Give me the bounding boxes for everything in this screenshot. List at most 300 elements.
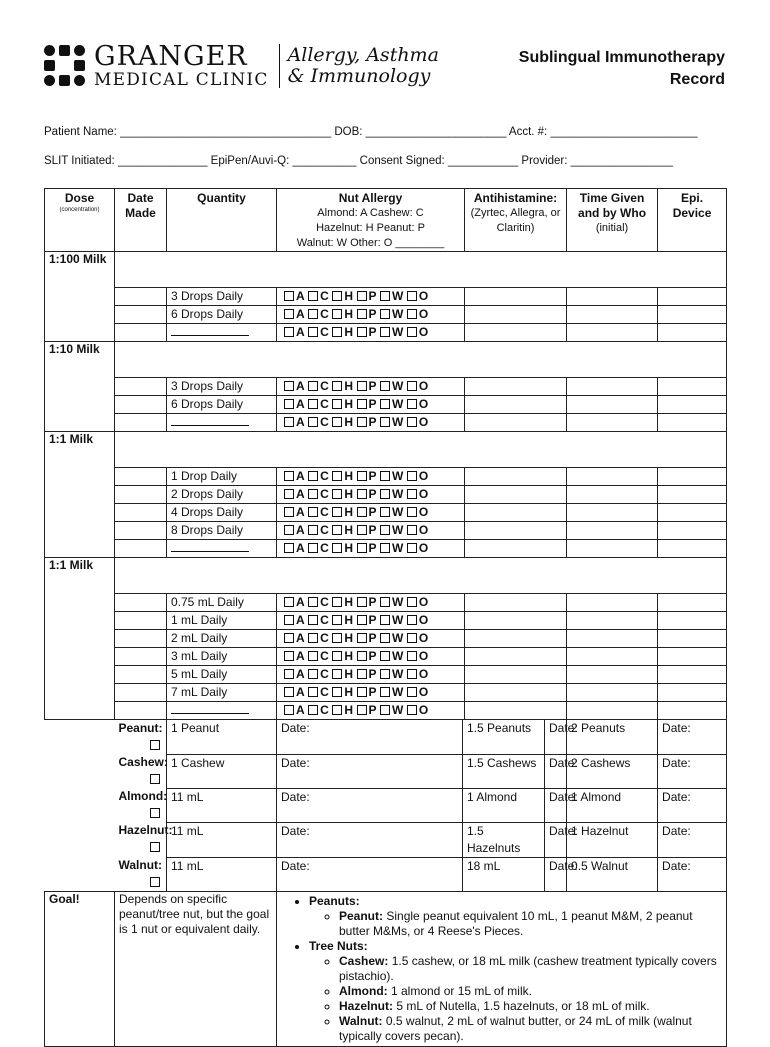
date-made-cell[interactable] — [115, 594, 167, 612]
section-notes[interactable] — [115, 252, 727, 288]
epi-device-cell[interactable] — [658, 630, 727, 648]
time-given-cell[interactable] — [567, 486, 658, 504]
epi-device-cell[interactable] — [658, 288, 727, 306]
checkbox[interactable] — [284, 597, 294, 607]
nut-letter: H — [344, 415, 354, 429]
antihistamine-cell[interactable] — [465, 486, 567, 504]
checkbox[interactable] — [332, 399, 342, 409]
quantity-text: 3 Drops Daily — [171, 379, 244, 393]
date-made-cell[interactable] — [115, 630, 167, 648]
checkbox[interactable] — [284, 615, 294, 625]
checkbox[interactable] — [380, 291, 390, 301]
dose-row — [45, 504, 727, 522]
checkbox[interactable] — [284, 327, 294, 337]
checkbox[interactable] — [284, 489, 294, 499]
checkbox[interactable] — [332, 597, 342, 607]
checkbox[interactable] — [357, 633, 367, 643]
epi-device-cell[interactable] — [658, 324, 727, 342]
nut-letter: C — [320, 487, 330, 501]
checkbox[interactable] — [357, 687, 367, 697]
checkbox[interactable] — [357, 669, 367, 679]
checkbox[interactable] — [357, 399, 367, 409]
checkbox[interactable] — [284, 705, 294, 715]
nut-letter: P — [368, 667, 378, 681]
checkbox[interactable] — [380, 399, 390, 409]
checkbox[interactable] — [332, 669, 342, 679]
nut-letter: P — [368, 649, 378, 663]
quantity-cell[interactable] — [167, 324, 277, 342]
checkbox[interactable] — [380, 489, 390, 499]
time-given-cell[interactable] — [567, 666, 658, 684]
patient-info-line[interactable]: Patient Name: _________________________________ DOB: ______________________ Acct. #: _______________________ — [44, 126, 698, 138]
checkbox[interactable] — [357, 507, 367, 517]
date-made-cell[interactable] — [115, 522, 167, 540]
checkbox[interactable] — [308, 399, 318, 409]
nut-checkbox[interactable] — [150, 808, 160, 818]
dose-label: 1:1 Milk — [45, 558, 115, 720]
checkbox[interactable] — [357, 471, 367, 481]
checkbox[interactable] — [308, 525, 318, 535]
checkbox[interactable] — [407, 669, 417, 679]
checkbox[interactable] — [357, 309, 367, 319]
time-given-cell[interactable] — [567, 378, 658, 396]
checkbox[interactable] — [407, 687, 417, 697]
checkbox[interactable] — [407, 651, 417, 661]
checkbox[interactable] — [380, 597, 390, 607]
checkbox[interactable] — [332, 687, 342, 697]
nut-letter: H — [344, 667, 354, 681]
time-given-cell[interactable] — [567, 630, 658, 648]
checkbox[interactable] — [357, 291, 367, 301]
nut-letter: O — [418, 325, 429, 339]
quantity-blank[interactable] — [171, 414, 249, 426]
epi-device-cell[interactable] — [658, 378, 727, 396]
quantity-cell[interactable] — [167, 666, 277, 684]
nut-letter: C — [320, 595, 330, 609]
nut-mid: 18 mL — [463, 857, 545, 892]
antihistamine-cell[interactable] — [465, 594, 567, 612]
checkbox[interactable] — [332, 507, 342, 517]
epi-device-cell[interactable] — [658, 648, 727, 666]
nut-checkbox[interactable] — [150, 842, 160, 852]
nut-letter: W — [392, 667, 404, 681]
nut-date-1[interactable]: Date: — [277, 822, 463, 857]
quantity-cell[interactable] — [167, 486, 277, 504]
date-made-cell[interactable] — [115, 468, 167, 486]
checkbox[interactable] — [284, 471, 294, 481]
date-made-cell[interactable] — [115, 306, 167, 324]
epi-device-cell[interactable] — [658, 504, 727, 522]
time-given-cell[interactable] — [567, 522, 658, 540]
goal-details — [277, 892, 727, 1047]
section-notes[interactable] — [115, 558, 727, 594]
checkbox[interactable] — [407, 309, 417, 319]
quantity-cell[interactable] — [167, 702, 277, 720]
time-given-cell[interactable] — [567, 702, 658, 720]
epi-device-cell[interactable] — [658, 306, 727, 324]
quantity-cell[interactable] — [167, 306, 277, 324]
quantity-cell[interactable] — [167, 648, 277, 666]
quantity-cell[interactable] — [167, 504, 277, 522]
checkbox[interactable] — [284, 381, 294, 391]
nut-date-3[interactable]: Date: — [658, 857, 727, 892]
quantity-cell[interactable] — [167, 468, 277, 486]
quantity-cell[interactable] — [167, 684, 277, 702]
epi-device-cell[interactable] — [658, 594, 727, 612]
checkbox[interactable] — [357, 651, 367, 661]
time-given-cell[interactable] — [567, 396, 658, 414]
nut-date-3[interactable]: Date: — [658, 788, 727, 822]
nut-letter: P — [368, 631, 378, 645]
checkbox[interactable] — [380, 705, 390, 715]
epi-device-cell[interactable] — [658, 396, 727, 414]
checkbox[interactable] — [407, 399, 417, 409]
checkbox[interactable] — [284, 669, 294, 679]
nut-checkboxes — [277, 612, 465, 630]
nut-date-2[interactable]: Date: — [545, 720, 567, 755]
checkbox[interactable] — [284, 525, 294, 535]
antihistamine-cell[interactable] — [465, 522, 567, 540]
nut-date-2[interactable]: Date: — [545, 822, 567, 857]
checkbox[interactable] — [308, 381, 318, 391]
quantity-cell[interactable] — [167, 378, 277, 396]
nut-checkboxes — [277, 288, 465, 306]
date-made-cell[interactable] — [115, 504, 167, 522]
date-made-cell[interactable] — [115, 288, 167, 306]
nut-letter: W — [392, 523, 404, 537]
checkbox[interactable] — [380, 651, 390, 661]
nut-date-3[interactable]: Date: — [658, 754, 727, 788]
checkbox[interactable] — [332, 291, 342, 301]
goal-label: Goal! — [45, 892, 115, 1047]
time-given-cell[interactable] — [567, 324, 658, 342]
checkbox[interactable] — [357, 489, 367, 499]
nut-date-2[interactable]: Date: — [545, 754, 567, 788]
quantity-text: 2 Drops Daily — [171, 487, 244, 501]
nut-end: 1 Hazelnut — [567, 822, 658, 857]
checkbox[interactable] — [407, 633, 417, 643]
time-given-cell[interactable] — [567, 648, 658, 666]
checkbox[interactable] — [284, 399, 294, 409]
checkbox[interactable] — [407, 507, 417, 517]
nut-letter: P — [368, 397, 378, 411]
checkbox[interactable] — [380, 309, 390, 319]
checkbox[interactable] — [332, 651, 342, 661]
checkbox[interactable] — [407, 597, 417, 607]
quantity-cell[interactable] — [167, 288, 277, 306]
nut-checkboxes — [277, 414, 465, 432]
checkbox[interactable] — [407, 381, 417, 391]
antihistamine-cell[interactable] — [465, 414, 567, 432]
nut-letter: P — [368, 289, 378, 303]
dose-row — [45, 702, 727, 720]
nut-letter: P — [368, 613, 378, 627]
checkbox[interactable] — [357, 417, 367, 427]
checkbox[interactable] — [407, 327, 417, 337]
checkbox[interactable] — [380, 525, 390, 535]
nut-date-1[interactable]: Date: — [277, 788, 463, 822]
checkbox[interactable] — [380, 417, 390, 427]
nut-letter: C — [320, 523, 330, 537]
checkbox[interactable] — [407, 489, 417, 499]
nut-date-3[interactable]: Date: — [658, 720, 727, 755]
date-made-cell[interactable] — [115, 702, 167, 720]
checkbox[interactable] — [332, 543, 342, 553]
nut-letter: C — [320, 415, 330, 429]
checkbox[interactable] — [284, 633, 294, 643]
logo-line-1: GRANGER — [94, 41, 248, 72]
nut-letter: O — [418, 685, 429, 699]
quantity-cell[interactable] — [167, 396, 277, 414]
nut-mid: 1.5 Cashews — [463, 754, 545, 788]
antihistamine-cell[interactable] — [465, 684, 567, 702]
nut-letter: H — [344, 703, 354, 717]
checkbox[interactable] — [284, 309, 294, 319]
date-made-cell[interactable] — [115, 540, 167, 558]
nut-checkboxes — [277, 594, 465, 612]
checkbox[interactable] — [332, 417, 342, 427]
checkbox[interactable] — [332, 381, 342, 391]
checkbox[interactable] — [308, 489, 318, 499]
checkbox[interactable] — [284, 543, 294, 553]
checkbox[interactable] — [380, 543, 390, 553]
quantity-cell[interactable] — [167, 630, 277, 648]
nut-letter: P — [368, 703, 378, 717]
nut-checkboxes — [277, 324, 465, 342]
date-made-cell[interactable] — [115, 486, 167, 504]
nut-letter: H — [344, 631, 354, 645]
checkbox[interactable] — [380, 381, 390, 391]
quantity-cell[interactable] — [167, 540, 277, 558]
checkbox[interactable] — [357, 327, 367, 337]
col-quantity: Quantity — [167, 189, 277, 252]
nut-letter: A — [296, 415, 306, 429]
checkbox[interactable] — [357, 381, 367, 391]
checkbox[interactable] — [332, 327, 342, 337]
antihistamine-cell[interactable] — [465, 396, 567, 414]
checkbox[interactable] — [407, 543, 417, 553]
antihistamine-cell[interactable] — [465, 288, 567, 306]
checkbox[interactable] — [308, 687, 318, 697]
nut-date-2[interactable]: Date: — [545, 857, 567, 892]
nut-date-2[interactable]: Date: — [545, 788, 567, 822]
checkbox[interactable] — [332, 525, 342, 535]
antihistamine-cell[interactable] — [465, 702, 567, 720]
date-made-cell[interactable] — [115, 684, 167, 702]
epi-device-cell[interactable] — [658, 540, 727, 558]
dose-row — [45, 468, 727, 486]
checkbox[interactable] — [332, 309, 342, 319]
section-notes[interactable] — [115, 432, 727, 468]
checkbox[interactable] — [357, 615, 367, 625]
time-given-cell[interactable] — [567, 594, 658, 612]
time-given-cell[interactable] — [567, 468, 658, 486]
epi-device-cell[interactable] — [658, 702, 727, 720]
nut-date-1[interactable]: Date: — [277, 754, 463, 788]
logo-sub-2: & Immunology — [287, 65, 431, 87]
slit-info-line[interactable]: SLIT Initiated: ______________ EpiPen/Auvi-Q: __________ Consent Signed: ___________ Provider: ________________ — [44, 155, 673, 167]
nut-letter: O — [418, 289, 429, 303]
checkbox[interactable] — [407, 525, 417, 535]
checkbox[interactable] — [284, 651, 294, 661]
time-given-cell[interactable] — [567, 540, 658, 558]
checkbox[interactable] — [308, 669, 318, 679]
nut-checkbox[interactable] — [150, 877, 160, 887]
checkbox[interactable] — [308, 705, 318, 715]
time-given-cell[interactable] — [567, 612, 658, 630]
checkbox[interactable] — [308, 633, 318, 643]
nut-letter: O — [418, 379, 429, 393]
nut-letter: W — [392, 541, 404, 555]
checkbox[interactable] — [284, 507, 294, 517]
nut-letter: A — [296, 667, 306, 681]
checkbox[interactable] — [357, 705, 367, 715]
nut-checkbox[interactable] — [150, 774, 160, 784]
checkbox[interactable] — [380, 615, 390, 625]
antihistamine-cell[interactable] — [465, 630, 567, 648]
quantity-cell[interactable] — [167, 522, 277, 540]
time-given-cell[interactable] — [567, 306, 658, 324]
checkbox[interactable] — [308, 507, 318, 517]
quantity-cell[interactable] — [167, 612, 277, 630]
checkbox[interactable] — [407, 291, 417, 301]
antihistamine-cell[interactable] — [465, 306, 567, 324]
antihistamine-cell[interactable] — [465, 468, 567, 486]
checkbox[interactable] — [332, 633, 342, 643]
quantity-text: 3 Drops Daily — [171, 289, 244, 303]
checkbox[interactable] — [308, 543, 318, 553]
checkbox[interactable] — [407, 471, 417, 481]
checkbox[interactable] — [407, 615, 417, 625]
antihistamine-cell[interactable] — [465, 666, 567, 684]
checkbox[interactable] — [380, 327, 390, 337]
checkbox[interactable] — [308, 471, 318, 481]
nut-letter: H — [344, 307, 354, 321]
checkbox[interactable] — [380, 507, 390, 517]
date-made-cell[interactable] — [115, 612, 167, 630]
nut-checkboxes — [277, 684, 465, 702]
time-given-cell[interactable] — [567, 504, 658, 522]
epi-device-cell[interactable] — [658, 414, 727, 432]
dose-section-header — [45, 342, 727, 378]
checkbox[interactable] — [308, 651, 318, 661]
antihistamine-cell[interactable] — [465, 378, 567, 396]
checkbox[interactable] — [357, 543, 367, 553]
checkbox[interactable] — [380, 669, 390, 679]
nut-progress-row — [45, 754, 727, 788]
antihistamine-cell[interactable] — [465, 648, 567, 666]
checkbox[interactable] — [332, 705, 342, 715]
col-date-made: Date Made — [115, 189, 167, 252]
nut-letter: W — [392, 631, 404, 645]
nut-letter: O — [418, 703, 429, 717]
nut-checkbox[interactable] — [150, 740, 160, 750]
antihistamine-cell[interactable] — [465, 324, 567, 342]
nut-letter: C — [320, 667, 330, 681]
nut-date-3[interactable]: Date: — [658, 822, 727, 857]
date-made-cell[interactable] — [115, 414, 167, 432]
checkbox[interactable] — [407, 705, 417, 715]
goal-peanuts: • Peanuts: ◦ Peanut: Single peanut equivalent 10 mL, 1 peanut M&M, 2 peanut butter M&Ms, or 4 Reese's Pieces. — [309, 894, 722, 939]
antihistamine-cell[interactable] — [465, 504, 567, 522]
checkbox[interactable] — [380, 471, 390, 481]
checkbox[interactable] — [308, 417, 318, 427]
nut-date-1[interactable]: Date: — [277, 720, 463, 755]
nut-letter: A — [296, 703, 306, 717]
col-nut-allergy: Nut Allergy Almond: A Cashew: C Hazelnut: H Peanut: P Walnut: W Other: O ________ — [277, 189, 465, 252]
quantity-blank[interactable] — [171, 702, 249, 714]
checkbox[interactable] — [308, 597, 318, 607]
checkbox[interactable] — [308, 291, 318, 301]
nut-letter: W — [392, 289, 404, 303]
nut-letter: H — [344, 595, 354, 609]
epi-device-cell[interactable] — [658, 684, 727, 702]
nut-letter: A — [296, 505, 306, 519]
epi-device-cell[interactable] — [658, 522, 727, 540]
quantity-text: 1 mL Daily — [171, 613, 228, 627]
checkbox[interactable] — [332, 471, 342, 481]
date-made-cell[interactable] — [115, 648, 167, 666]
antihistamine-cell[interactable] — [465, 540, 567, 558]
epi-device-cell[interactable] — [658, 468, 727, 486]
goal-hazelnut-item: ◦ Hazelnut: 5 mL of Nutella, 1.5 hazelnuts, or 18 mL of milk. — [339, 999, 722, 1014]
nut-letter: W — [392, 595, 404, 609]
nut-letter: H — [344, 541, 354, 555]
time-given-cell[interactable] — [567, 288, 658, 306]
date-made-cell[interactable] — [115, 378, 167, 396]
epi-device-cell[interactable] — [658, 666, 727, 684]
quantity-blank[interactable] — [171, 540, 249, 552]
epi-device-cell[interactable] — [658, 486, 727, 504]
section-notes[interactable] — [115, 342, 727, 378]
checkbox[interactable] — [357, 597, 367, 607]
checkbox[interactable] — [332, 489, 342, 499]
checkbox[interactable] — [284, 417, 294, 427]
quantity-blank[interactable] — [171, 324, 249, 336]
nut-letter: O — [418, 415, 429, 429]
checkbox[interactable] — [407, 417, 417, 427]
checkbox[interactable] — [380, 633, 390, 643]
checkbox[interactable] — [308, 309, 318, 319]
checkbox[interactable] — [357, 525, 367, 535]
checkbox[interactable] — [284, 291, 294, 301]
checkbox[interactable] — [284, 687, 294, 697]
checkbox[interactable] — [308, 615, 318, 625]
time-given-cell[interactable] — [567, 684, 658, 702]
nut-letter: A — [296, 289, 306, 303]
quantity-cell[interactable] — [167, 594, 277, 612]
quantity-cell[interactable] — [167, 414, 277, 432]
date-made-cell[interactable] — [115, 666, 167, 684]
time-given-cell[interactable] — [567, 414, 658, 432]
nut-date-1[interactable]: Date: — [277, 857, 463, 892]
epi-device-cell[interactable] — [658, 612, 727, 630]
dose-label: 1:10 Milk — [45, 342, 115, 432]
nut-letter: P — [368, 469, 378, 483]
checkbox[interactable] — [308, 327, 318, 337]
date-made-cell[interactable] — [115, 324, 167, 342]
antihistamine-cell[interactable] — [465, 612, 567, 630]
logo-sub-1: Allergy, Asthma — [287, 44, 439, 67]
quantity-text: 4 Drops Daily — [171, 505, 244, 519]
date-made-cell[interactable] — [115, 396, 167, 414]
checkbox[interactable] — [380, 687, 390, 697]
checkbox[interactable] — [332, 615, 342, 625]
nut-checkboxes — [277, 396, 465, 414]
nut-letter: A — [296, 631, 306, 645]
dose-row — [45, 486, 727, 504]
nut-letter: W — [392, 505, 404, 519]
